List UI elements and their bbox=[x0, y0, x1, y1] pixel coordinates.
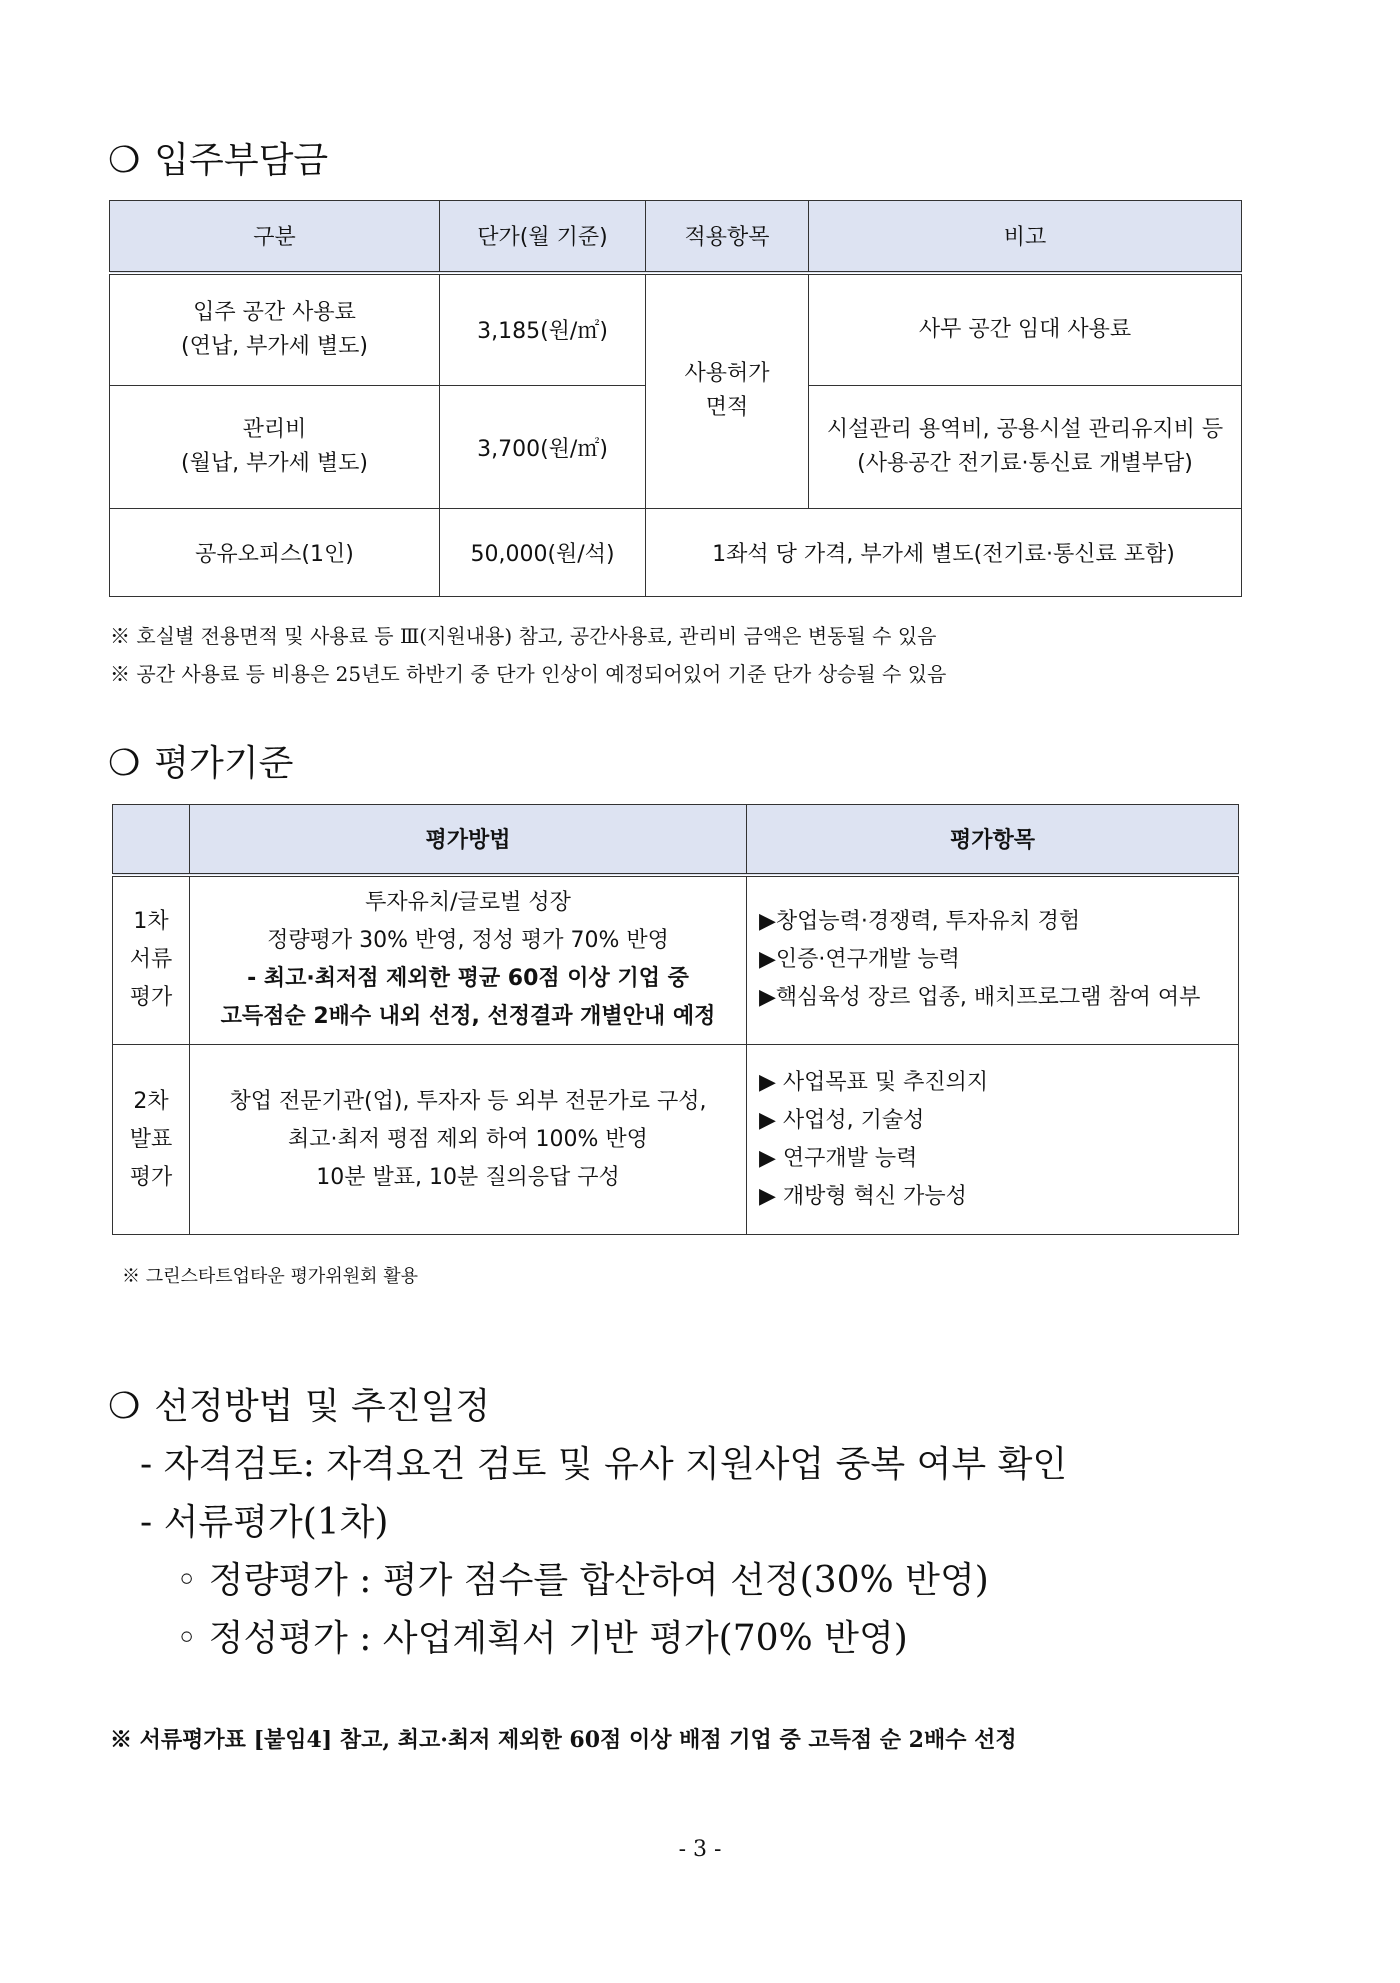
items-cell: ▶ 사업목표 및 추진의지 ▶ 사업성, 기술성 ▶ 연구개발 능력 ▶ 개방형 혁신 가능성 bbox=[747, 1045, 1239, 1235]
method-cell: 창업 전문기관(업), 투자자 등 외부 전문가로 구성, 최고·최저 평점 제외 하여 100% 반영 10분 발표, 10분 질의응답 구성 bbox=[190, 1045, 747, 1235]
selection-line-quantitative: ◦ 정량평가 : 평가 점수를 합산하여 선정(30% 반영) bbox=[176, 1560, 989, 1601]
table-row bbox=[113, 1045, 1239, 1235]
row-category: 관리비 (월납, 부가세 별도) bbox=[110, 386, 440, 509]
evaluation-table-header bbox=[113, 805, 1239, 875]
method-cell: 투자유치/글로벌 성장 정량평가 30% 반영, 정성 평가 70% 반영 - 최고·최저점 제외한 평균 60점 이상 기업 중 고득점순 2배수 내외 선정, 선정결과 개별안내 예정 bbox=[190, 875, 747, 1045]
evaluation-note: ※ 그린스타트업타운 평가위원회 활용 bbox=[122, 1266, 418, 1287]
stage-cell: 1차 서류 평가 bbox=[113, 875, 190, 1045]
section-title-evaluation: ❍ 평가기준 bbox=[108, 743, 294, 784]
row-note: 1좌석 당 가격, 부가세 별도(전기료·통신료 포함) bbox=[646, 509, 1242, 597]
table-row bbox=[110, 273, 1242, 386]
selection-final-note: ※ 서류평가표 [붙임4] 참고, 최고·최저 제외한 60점 이상 배점 기업 중 고득점 순 2배수 선정 bbox=[110, 1727, 1017, 1753]
fee-note-2: ※ 공간 사용료 등 비용은 25년도 하반기 중 단가 인상이 예정되어있어 기준 단가 상승될 수 있음 bbox=[110, 662, 947, 686]
row-price: 50,000(원/석) bbox=[440, 509, 646, 597]
row-price: 3,700(원/㎡) bbox=[440, 386, 646, 509]
header-applied: 적용항목 bbox=[646, 201, 809, 273]
row-note: 시설관리 용역비, 공용시설 관리유지비 등 (사용공간 전기료·통신료 개별부담) bbox=[809, 386, 1242, 509]
selection-line-qualitative: ◦ 정성평가 : 사업계획서 기반 평가(70% 반영) bbox=[176, 1618, 908, 1659]
row-category: 공유오피스(1인) bbox=[110, 509, 440, 597]
page-number: - 3 - bbox=[678, 1837, 722, 1862]
fee-table-header bbox=[110, 201, 1242, 273]
row-note: 사무 공간 임대 사용료 bbox=[809, 273, 1242, 386]
header-note: 비고 bbox=[809, 201, 1242, 273]
circle-bullet-icon: ❍ bbox=[108, 743, 141, 784]
table-row bbox=[110, 509, 1242, 597]
table-row bbox=[113, 875, 1239, 1045]
row-applied: 사용허가 면적 bbox=[646, 273, 809, 509]
row-category: 입주 공간 사용료 (연납, 부가세 별도) bbox=[110, 273, 440, 386]
header-price: 단가(월 기준) bbox=[440, 201, 646, 273]
selection-line-document-eval: - 서류평가(1차) bbox=[140, 1502, 389, 1543]
fee-note-1: ※ 호실별 전용면적 및 사용료 등 Ⅲ(지원내용) 참고, 공간사용료, 관리비 금액은 변동될 수 있음 bbox=[110, 624, 937, 648]
selection-line-qualification: - 자격검토: 자격요건 검토 및 유사 지원사업 중복 여부 확인 bbox=[140, 1444, 1068, 1485]
stage-cell: 2차 발표 평가 bbox=[113, 1045, 190, 1235]
header-method: 평가방법 bbox=[190, 805, 747, 875]
evaluation-table bbox=[112, 804, 1239, 1235]
header-stage bbox=[113, 805, 190, 875]
fee-table bbox=[109, 200, 1242, 597]
header-category: 구분 bbox=[110, 201, 440, 273]
header-items: 평가항목 bbox=[747, 805, 1239, 875]
row-price: 3,185(원/㎡) bbox=[440, 273, 646, 386]
section-title-selection: ❍ 선정방법 및 추진일정 bbox=[108, 1386, 491, 1427]
items-cell: ▶창업능력·경쟁력, 투자유치 경험 ▶인증·연구개발 능력 ▶핵심육성 장르 업종, 배치프로그램 참여 여부 bbox=[747, 875, 1239, 1045]
circle-bullet-icon: ❍ bbox=[108, 1386, 141, 1427]
section-title-fee: ❍ 입주부담금 bbox=[108, 140, 329, 181]
circle-bullet-icon: ❍ bbox=[108, 140, 141, 181]
